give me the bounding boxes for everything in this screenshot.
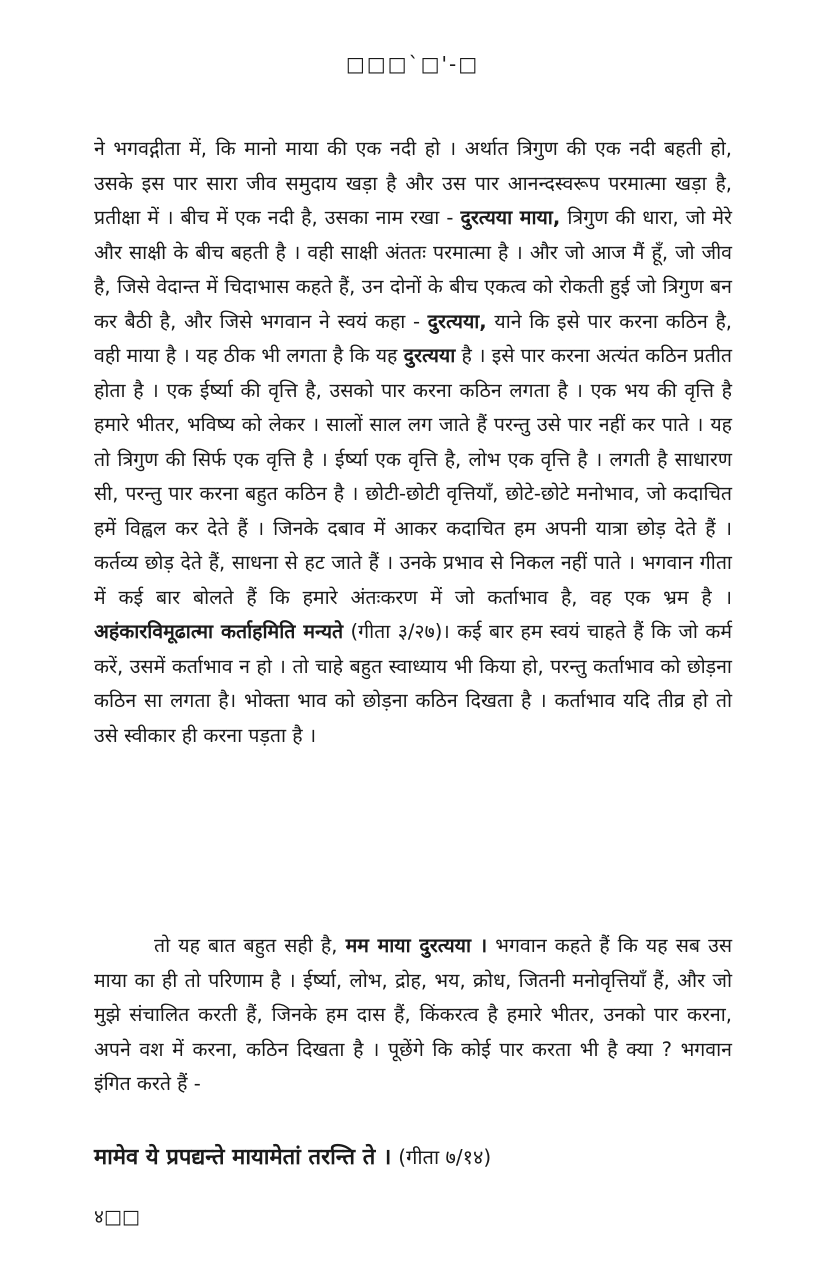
emphasis-durtyaya-maya: दुरत्यया माया, <box>460 206 561 229</box>
page-number: ४□□ <box>94 1206 140 1228</box>
verse-reference: (गीता ७/१४) <box>398 1145 492 1169</box>
paragraph-text: तो यह बात बहुत सही है, <box>154 934 346 957</box>
paragraph-text: है । इसे पार करना अत्यंत कठिन प्रतीत होता है । एक ईर्ष्या की वृत्ति है, उसको पार करना कठिन लगता है । एक भय की वृत्ति है हमारे भीतर, भविष्य को लेकर । सालों साल लग जाते हैं परन्तु उसे पार नहीं कर पाते । यह तो त्रिगुण की सिर्फ एक वृत्ति है । ईर्ष्या एक वृत्ति है, लोभ एक वृत्ति है । लगती है साधारण सी, परन्तु पार करना बहुत कठिन है । छोटी-छोटी वृत्तियाँ, छोटे-छोटे मनोभाव, जो कदाचित हमें विह्वल कर देते हैं । जिनके दबाव में आकर कदाचित हम अपनी यात्रा छोड़ देते हैं । कर्तव्य छोड़ देते हैं, साधना से हट जाते हैं । उनके प्रभाव से निकल नहीं पाते । भगवान गीता में कई बार बोलते हैं कि हमारे अंतःकरण में जो कर्ताभाव है, वह एक भ्रम है । <box>94 344 732 609</box>
emphasis-gita-quote: अहंकारविमूढात्मा कर्ताहमिति मन्यते <box>94 620 344 643</box>
paragraph-text: ने भगवद्गीता में, कि मानो माया की एक नदी हो । अर्थात त्रिगुण की एक नदी बहती हो, उसके इस पार सारा जीव समुदाय खड़ा है और उस पार आनन्दस्वरूप परमात्मा खड़ा है, प्रतीक्षा में । बीच में एक नदी है, उसका नाम रखा - <box>94 137 732 229</box>
emphasis-durtyaya: दुरत्यया, <box>427 309 487 333</box>
paragraph-text: याने कि इसे पार करना कठिन है, वही माया है । यह ठीक भी लगता है कि यह <box>94 309 732 367</box>
body-paragraph-2 <box>94 929 732 1102</box>
body-paragraph-1 <box>94 132 732 753</box>
emphasis-durtyaya-2: दुरत्यया <box>403 344 456 367</box>
verse-block <box>94 1140 734 1175</box>
paragraph-text: (गीता ३/२७)। कई बार हम स्वयं चाहते हैं कि जो कर्म करें, उसमें कर्ताभाव न हो । तो चाहे बहुत स्वाध्याय भी किया हो, परन्तु कर्ताभाव को छोड़ना कठिन सा लगता है। भोक्ता भाव को छोड़ना कठिन दिखता है । कर्ताभाव यदि तीव्र हो तो उसे स्वीकार ही करना पड़ता है । <box>94 620 732 747</box>
verse-text: मामेव ये प्रपद्यन्ते मायामेतां तरन्ति ते । <box>94 1145 392 1170</box>
paragraph-text: त्रिगुण की धारा, जो मेरे और साक्षी के बीच बहती है । वही साक्षी अंततः परमात्मा है । और जो आज मैं हूँ, जो जीव है, जिसे वेदान्त में चिदाभास कहते हैं, उन दोनों के बीच एकत्व को रोकती हुई जो त्रिगुण बन कर बैठी है, और जिसे भगवान ने स्वयं कहा - <box>94 206 732 333</box>
running-header: □□□`□'-□ <box>345 52 480 76</box>
paragraph-text: भगवान कहते हैं कि यह सब उस माया का ही तो परिणाम है । ईर्ष्या, लोभ, द्रोह, भय, क्रोध, जितनी मनोवृत्तियाँ हैं, और जो मुझे संचालित करती हैं, जिनके हम दास हैं, किंकरत्व है हमारे भीतर, उनको पार करना, अपने वश में करना, कठिन दिखता है । पूछेंगे कि कोई पार करता भी है क्या ? भगवान इंगित करते हैं - <box>94 934 732 1095</box>
emphasis-mama-maya: मम माया दुरत्यया । <box>345 934 488 957</box>
